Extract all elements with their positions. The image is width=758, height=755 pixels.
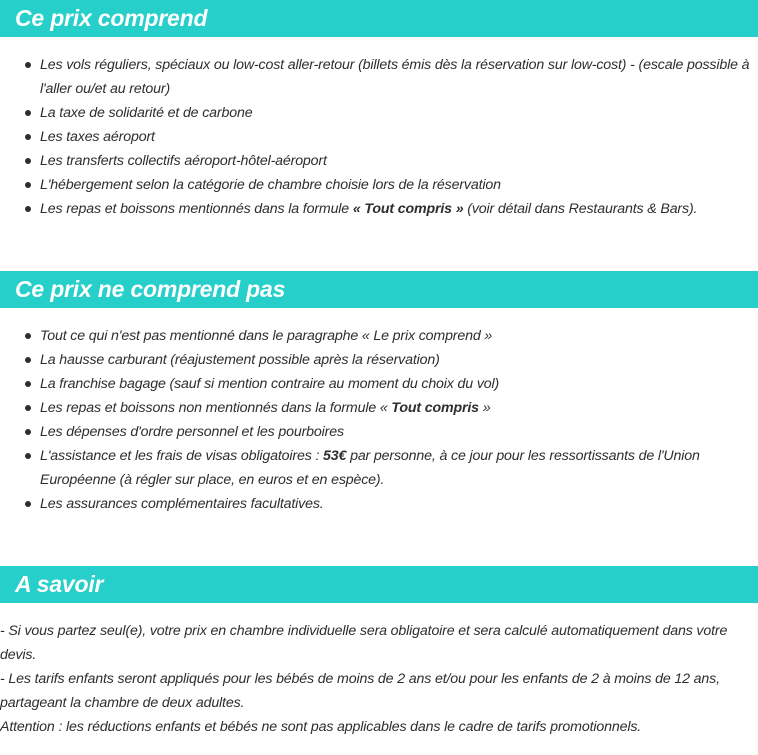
bullet-icon — [25, 381, 31, 387]
list-item — [0, 348, 758, 372]
paragraph: - Les tarifs enfants seront appliqués pour les bébés de moins de 2 ans et/ou pour les enfants de 2 à moins de 12 ans, partageant la chambre de deux adultes. — [0, 671, 720, 711]
bullet-icon — [25, 453, 31, 459]
bullet-icon — [25, 134, 31, 140]
list-item — [0, 125, 758, 149]
bullet-icon — [25, 405, 31, 411]
excluded-list — [0, 324, 758, 516]
a-savoir-text — [0, 619, 758, 739]
list-item — [0, 372, 758, 396]
list-item-text: La hausse carburant (réajustement possible après la réservation) — [40, 352, 440, 368]
list-item — [0, 324, 758, 348]
list-item-bold: Tout compris — [391, 400, 479, 416]
paragraph: Attention : les réductions enfants et bébés ne sont pas applicables dans le cadre de tarifs promotionnels. — [0, 719, 642, 735]
list-item-text: La franchise bagage (sauf si mention contraire au moment du choix du vol) — [40, 376, 500, 392]
list-item-text: » — [478, 400, 491, 416]
section-header-a-savoir — [0, 566, 758, 603]
list-item-text: Les assurances complémentaires facultatives. — [40, 496, 324, 512]
list-item-text: Les transferts collectifs aéroport-hôtel-aéroport — [40, 153, 327, 169]
list-item — [0, 53, 758, 101]
list-item — [0, 444, 758, 492]
list-item-text: Les repas et boissons non mentionnés dans la formule « — [40, 400, 392, 416]
section-title: Ce prix comprend — [15, 5, 208, 31]
list-item-text: La taxe de solidarité et de carbone — [40, 105, 253, 121]
list-item-text: L'hébergement selon la catégorie de chambre choisie lors de la réservation — [40, 177, 501, 193]
paragraph: - Si vous partez seul(e), votre prix en chambre individuelle sera obligatoire et sera calculé automatiquement dans votre devis. — [0, 623, 728, 663]
list-item-text: Les taxes aéroport — [40, 129, 155, 145]
list-item — [0, 173, 758, 197]
list-item-text: par personne, à ce jour pour les ressortissants de l'Union Européenne (à régler sur place, en euros et en espèce). — [40, 448, 700, 488]
bullet-icon — [25, 182, 31, 188]
bullet-icon — [25, 333, 31, 339]
list-item — [0, 101, 758, 125]
list-item-text: Les repas et boissons mentionnés dans la formule — [40, 201, 353, 217]
list-item-text: Les dépenses d'ordre personnel et les pourboires — [40, 424, 344, 440]
list-item — [0, 149, 758, 173]
section-header-ce-prix-comprend — [0, 0, 758, 37]
list-item — [0, 197, 758, 221]
included-list — [0, 53, 758, 221]
section-header-ce-prix-ne-comprend-pas — [0, 271, 758, 308]
bullet-icon — [25, 110, 31, 116]
bullet-icon — [25, 158, 31, 164]
list-item — [0, 492, 758, 516]
bullet-icon — [25, 429, 31, 435]
bullet-icon — [25, 206, 31, 212]
bullet-icon — [25, 62, 31, 68]
list-item-text: L'assistance et les frais de visas obligatoires : — [40, 448, 324, 464]
section-title: A savoir — [15, 571, 104, 597]
section-title: Ce prix ne comprend pas — [15, 276, 286, 302]
list-item — [0, 396, 758, 420]
list-item — [0, 420, 758, 444]
bullet-icon — [25, 501, 31, 507]
list-item-bold: 53€ — [323, 448, 347, 464]
bullet-icon — [25, 357, 31, 363]
list-item-text: (voir détail dans Restaurants & Bars). — [463, 201, 698, 217]
list-item-bold: « Tout compris » — [352, 201, 464, 217]
list-item-text: Tout ce qui n'est pas mentionné dans le paragraphe « Le prix comprend » — [40, 328, 493, 344]
list-item-text: Les vols réguliers, spéciaux ou low-cost aller-retour (billets émis dès la réservation sur low-cost) - (escale possible à l'aller ou/et au retour) — [40, 57, 750, 97]
